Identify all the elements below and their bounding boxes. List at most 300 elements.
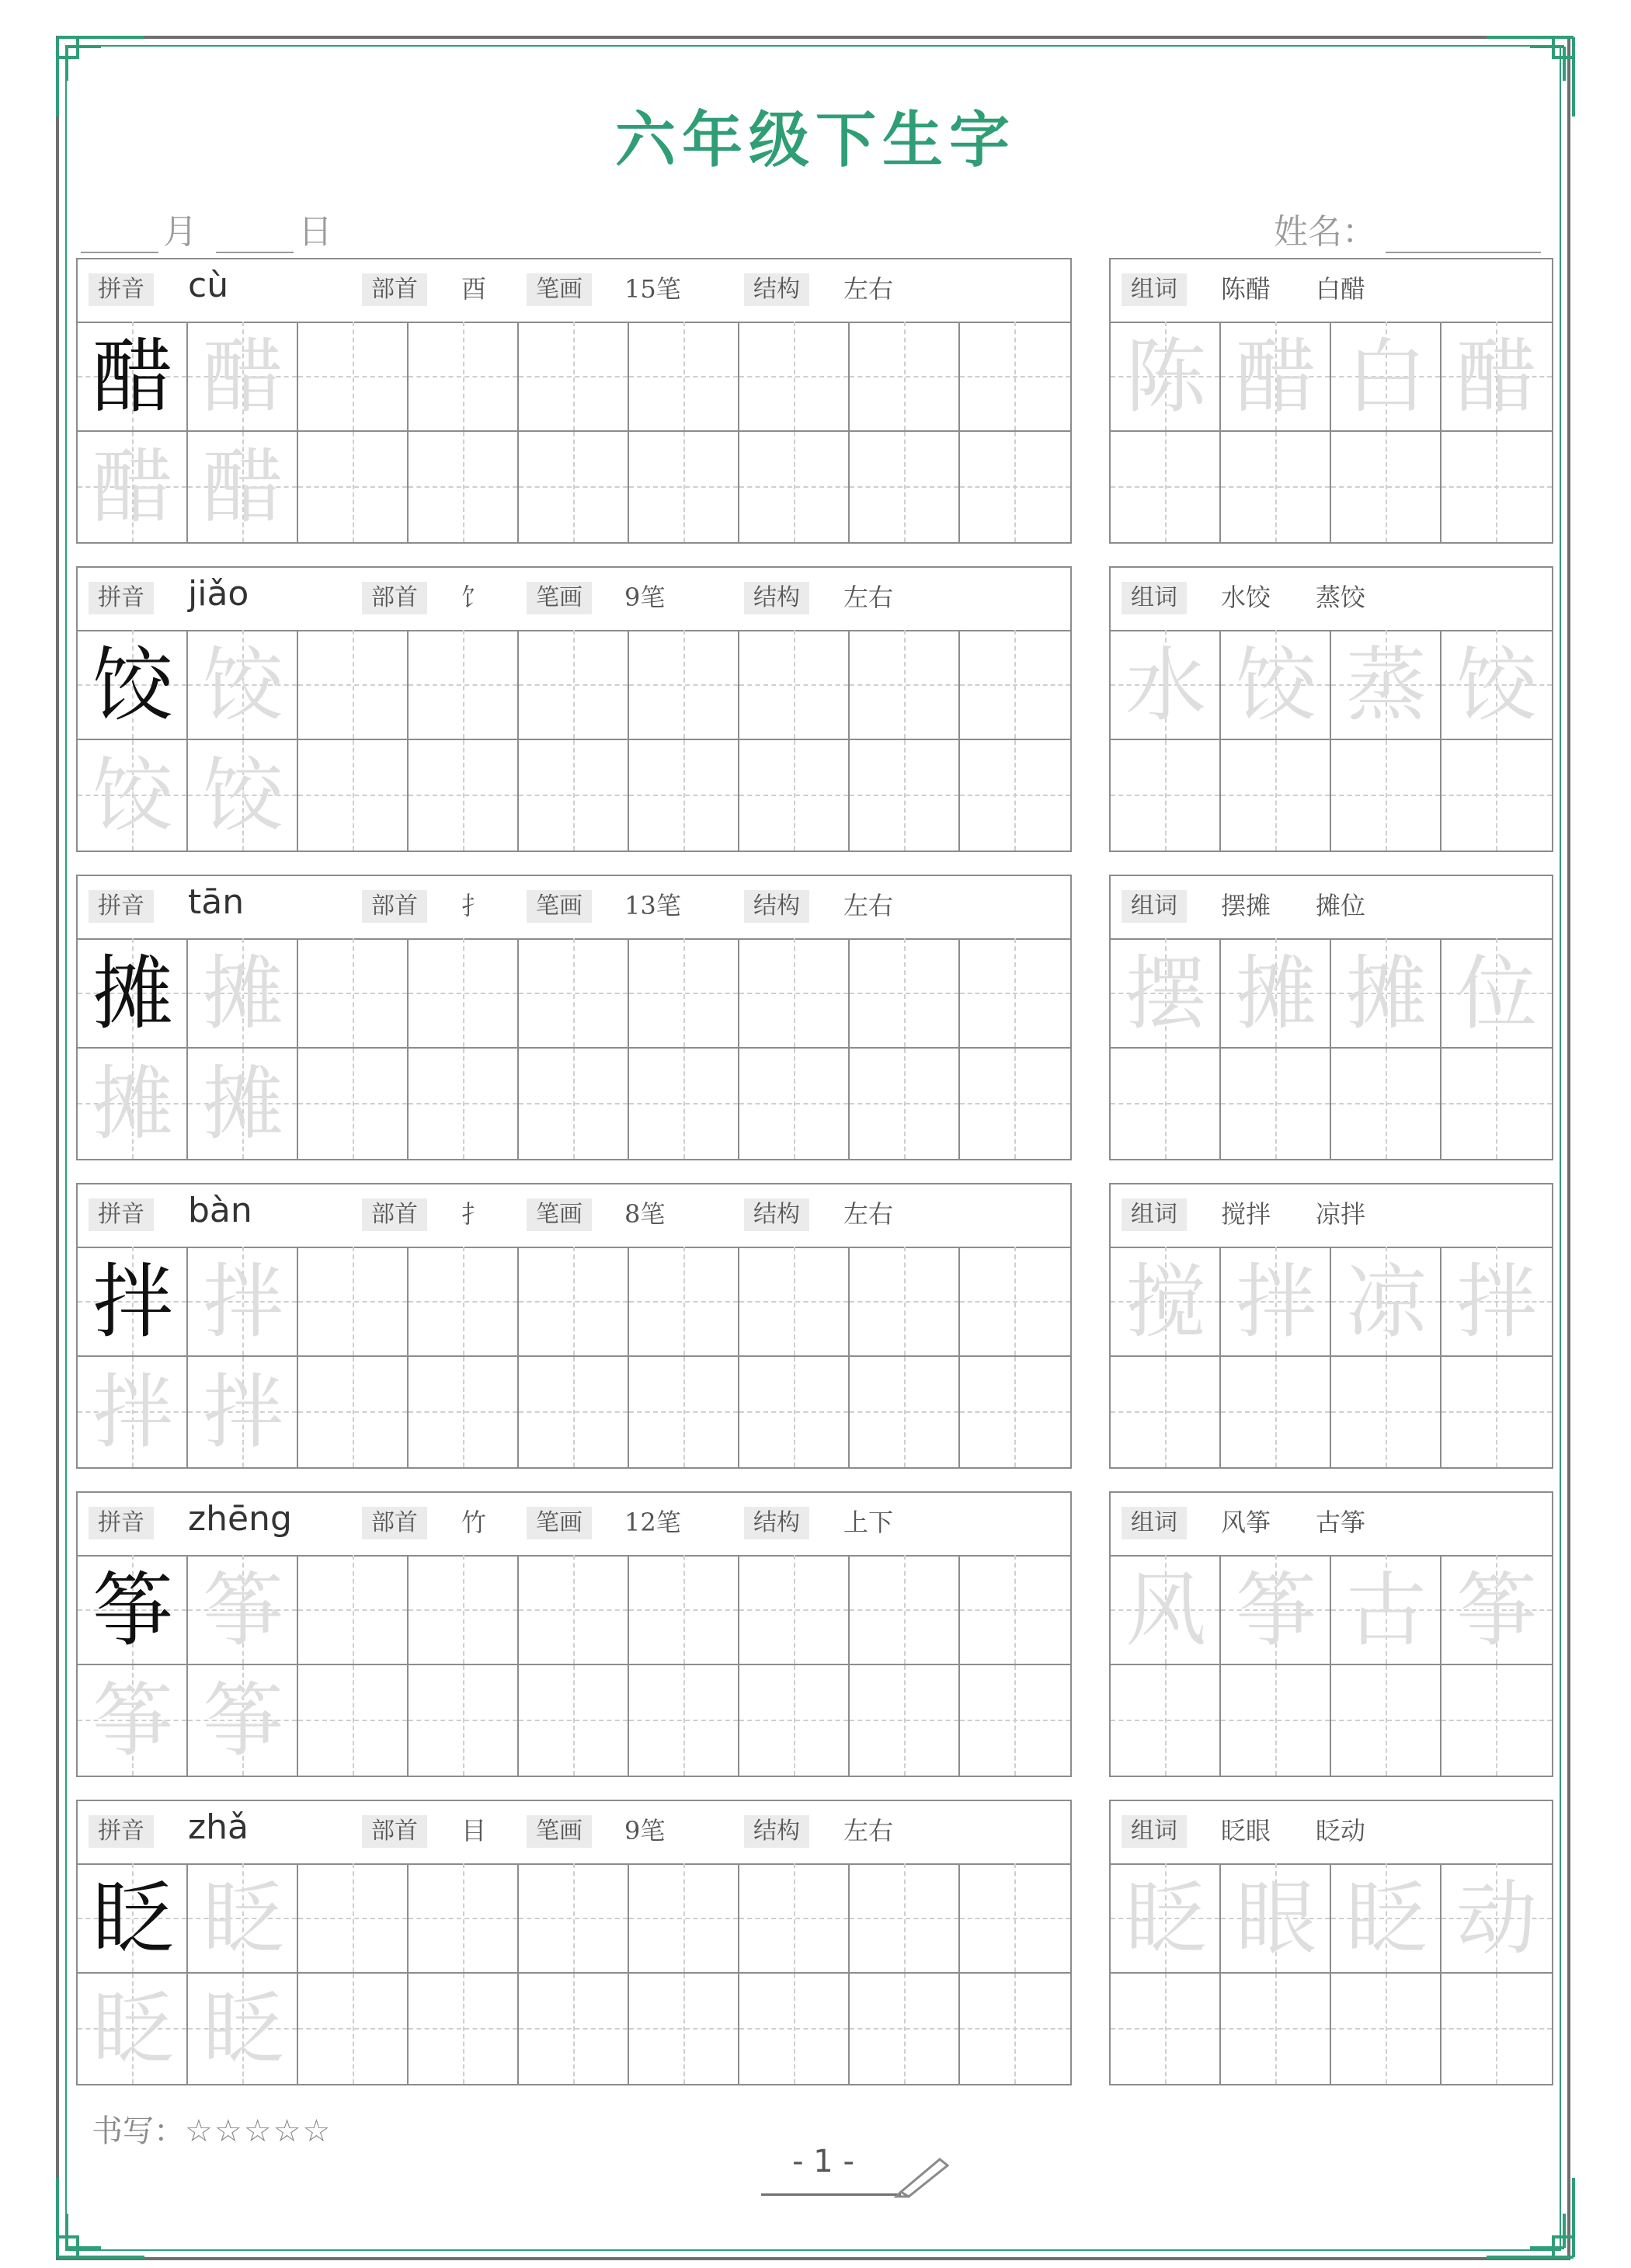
structure-value: 左右	[843, 583, 894, 612]
practice-panel	[76, 875, 1072, 1160]
word-cell[interactable]	[1111, 432, 1221, 542]
word-cell[interactable]	[1111, 1555, 1221, 1665]
writing-cell[interactable]	[519, 740, 629, 850]
writing-cell[interactable]	[850, 630, 960, 740]
writing-cell[interactable]	[188, 938, 298, 1049]
writing-cell[interactable]	[78, 740, 188, 850]
trace-character: 饺	[1455, 638, 1537, 732]
radical-label: 部首	[362, 890, 427, 923]
word-cell[interactable]	[1221, 432, 1331, 542]
page-number: - 1 -	[792, 2144, 854, 2179]
pinyin-label: 拼音	[89, 890, 154, 923]
writing-cell[interactable]	[629, 322, 739, 432]
word-1: 眨眼	[1221, 1816, 1271, 1845]
writing-cell[interactable]	[188, 1357, 298, 1467]
words-panel	[1109, 1491, 1553, 1777]
pinyin-label: 拼音	[89, 1815, 154, 1848]
trace-character: 眨	[1345, 1871, 1427, 1966]
writing-cell[interactable]	[298, 740, 409, 850]
word-cell[interactable]	[1441, 432, 1552, 542]
writing-cell[interactable]	[960, 1555, 1070, 1665]
word-cell[interactable]	[1441, 1049, 1552, 1159]
word-cell[interactable]	[1441, 740, 1552, 850]
writing-cell[interactable]	[409, 1665, 519, 1776]
words-header	[1111, 1184, 1552, 1248]
word-cell[interactable]	[1111, 322, 1221, 432]
trace-character: 筝	[202, 1563, 283, 1658]
trace-character: 筝	[1235, 1563, 1316, 1658]
writing-cell[interactable]	[78, 938, 188, 1049]
radical-label: 部首	[362, 273, 427, 306]
writing-cell[interactable]	[960, 938, 1070, 1049]
word-cell[interactable]	[1111, 630, 1221, 740]
name-field[interactable]	[1274, 203, 1541, 253]
writing-cell[interactable]	[519, 322, 629, 432]
writing-cell[interactable]	[409, 1049, 519, 1159]
strokes-value: 15笔	[624, 274, 681, 304]
trace-character: 眼	[1235, 1871, 1316, 1966]
structure-value: 上下	[843, 1508, 894, 1537]
pinyin-label: 拼音	[89, 1507, 154, 1539]
radical-value: 饣	[461, 583, 487, 612]
word-cell[interactable]	[1111, 1974, 1221, 2084]
writing-cell[interactable]	[739, 1049, 850, 1159]
writing-cell[interactable]	[78, 630, 188, 740]
writing-cell[interactable]	[960, 1665, 1070, 1776]
word-cell[interactable]	[1221, 1863, 1331, 1974]
pinyin-value: tān	[188, 882, 245, 922]
writing-cell[interactable]	[739, 1863, 850, 1974]
words-header	[1111, 1493, 1552, 1557]
radical-value: 酉	[461, 274, 487, 304]
practice-header	[78, 876, 1070, 940]
month-blank[interactable]	[81, 221, 158, 253]
writing-cell[interactable]	[850, 322, 960, 432]
word-cell[interactable]	[1331, 432, 1441, 542]
writing-cell[interactable]	[409, 938, 519, 1049]
pinyin-label: 拼音	[89, 1198, 154, 1231]
writing-cell[interactable]	[298, 1665, 409, 1776]
strokes-label: 笔画	[527, 1815, 592, 1848]
word-cell[interactable]	[1331, 740, 1441, 850]
trace-character: 蒸	[1345, 638, 1427, 732]
writing-cell[interactable]	[409, 1863, 519, 1974]
writing-cell[interactable]	[298, 322, 409, 432]
words-panel	[1109, 1800, 1553, 2085]
writing-cell[interactable]	[739, 630, 850, 740]
writing-cell[interactable]	[409, 322, 519, 432]
trace-character: 拌	[1235, 1254, 1316, 1349]
writing-cell[interactable]	[629, 630, 739, 740]
trace-character: 摊	[1345, 946, 1427, 1041]
writing-cell[interactable]	[409, 1555, 519, 1665]
writing-cell[interactable]	[78, 432, 188, 542]
structure-value: 左右	[843, 1816, 894, 1845]
trace-character: 醋	[202, 440, 283, 534]
model-character: 筝	[92, 1563, 173, 1658]
trace-character: 陈	[1125, 329, 1206, 424]
writing-cell[interactable]	[409, 1357, 519, 1467]
day-blank[interactable]	[216, 221, 294, 253]
trace-character: 拌	[1455, 1254, 1537, 1349]
pinyin-value: zhǎ	[188, 1807, 249, 1847]
writing-cell[interactable]	[409, 1247, 519, 1357]
writing-cell[interactable]	[850, 432, 960, 542]
trace-character: 眨	[92, 1981, 173, 2076]
writing-cell[interactable]	[298, 432, 409, 542]
trace-character: 摆	[1125, 946, 1206, 1041]
trace-character: 眨	[1125, 1871, 1206, 1966]
strokes-value: 12笔	[624, 1508, 681, 1537]
writing-cell[interactable]	[298, 1555, 409, 1665]
word-cell[interactable]	[1111, 1049, 1221, 1159]
writing-cell[interactable]	[960, 1974, 1070, 2084]
structure-label: 结构	[744, 1815, 809, 1848]
word-2: 白醋	[1316, 274, 1366, 304]
word-cell[interactable]	[1331, 1974, 1441, 2084]
radical-value: 目	[461, 1816, 487, 1845]
practice-header	[78, 259, 1070, 323]
pinyin-value: jiǎo	[188, 574, 249, 614]
trace-character: 筝	[202, 1673, 283, 1768]
word-cell[interactable]	[1441, 1247, 1552, 1357]
writing-cell[interactable]	[409, 432, 519, 542]
writing-cell[interactable]	[739, 1665, 850, 1776]
word-2: 摊位	[1316, 891, 1366, 920]
word-cell[interactable]	[1331, 1863, 1441, 1974]
month-unit: 月	[163, 212, 197, 252]
writing-cell[interactable]	[629, 432, 739, 542]
writing-cell[interactable]	[78, 322, 188, 432]
word-cell[interactable]	[1111, 740, 1221, 850]
writing-cell[interactable]	[850, 740, 960, 850]
trace-character: 醋	[1455, 329, 1537, 424]
writing-cell[interactable]	[739, 322, 850, 432]
practice-panel	[76, 566, 1072, 852]
practice-header	[78, 1493, 1070, 1557]
trace-character: 醋	[92, 440, 173, 534]
writing-cell[interactable]	[78, 1555, 188, 1665]
writing-cell[interactable]	[298, 630, 409, 740]
word-cell[interactable]	[1331, 938, 1441, 1049]
strokes-label: 笔画	[527, 582, 592, 614]
word-cell[interactable]	[1221, 1049, 1331, 1159]
writing-cell[interactable]	[519, 1357, 629, 1467]
writing-cell[interactable]	[78, 1357, 188, 1467]
writing-cell[interactable]	[78, 1863, 188, 1974]
date-field[interactable]	[81, 203, 340, 253]
trace-character: 摊	[92, 1056, 173, 1151]
word-cell[interactable]	[1441, 1555, 1552, 1665]
strokes-label: 笔画	[527, 890, 592, 923]
writing-cell[interactable]	[850, 1665, 960, 1776]
writing-cell[interactable]	[188, 630, 298, 740]
writing-cell[interactable]	[188, 1555, 298, 1665]
page-number-underline	[761, 2193, 901, 2196]
writing-cell[interactable]	[960, 1357, 1070, 1467]
word-cell[interactable]	[1111, 1665, 1221, 1776]
word-cell[interactable]	[1331, 1357, 1441, 1467]
word-cell[interactable]	[1221, 1357, 1331, 1467]
writing-cell[interactable]	[519, 1665, 629, 1776]
trace-character: 醋	[1235, 329, 1316, 424]
structure-label: 结构	[744, 582, 809, 614]
pen-icon	[893, 2151, 955, 2198]
writing-cell[interactable]	[78, 1049, 188, 1159]
writing-cell[interactable]	[298, 938, 409, 1049]
radical-label: 部首	[362, 582, 427, 614]
word-cell[interactable]	[1441, 322, 1552, 432]
word-cell[interactable]	[1441, 1974, 1552, 2084]
practice-header	[78, 1801, 1070, 1865]
writing-cell[interactable]	[850, 1863, 960, 1974]
word-cell[interactable]	[1221, 740, 1331, 850]
writing-cell[interactable]	[629, 1247, 739, 1357]
word-cell[interactable]	[1331, 630, 1441, 740]
writing-cell[interactable]	[629, 1357, 739, 1467]
trace-character: 古	[1345, 1563, 1427, 1658]
writing-cell[interactable]	[188, 1974, 298, 2084]
writing-cell[interactable]	[188, 1049, 298, 1159]
word-1: 风筝	[1221, 1508, 1271, 1537]
practice-panel	[76, 1800, 1072, 2085]
words-label: 组词	[1122, 273, 1187, 306]
word-cell[interactable]	[1331, 1555, 1441, 1665]
writing-cell[interactable]	[850, 1357, 960, 1467]
word-1: 陈醋	[1221, 274, 1271, 304]
trace-character: 饺	[202, 638, 283, 732]
day-unit: 日	[298, 212, 332, 252]
practice-panel	[76, 1183, 1072, 1469]
trace-character: 拌	[202, 1254, 283, 1349]
strokes-value: 9笔	[624, 1816, 666, 1845]
pinyin-label: 拼音	[89, 582, 154, 614]
writing-cell[interactable]	[739, 1247, 850, 1357]
writing-cell[interactable]	[519, 1863, 629, 1974]
writing-cell[interactable]	[629, 1555, 739, 1665]
writing-cell[interactable]	[850, 1247, 960, 1357]
words-label: 组词	[1122, 1815, 1187, 1848]
writing-cell[interactable]	[519, 1049, 629, 1159]
pinyin-value: zhēng	[188, 1499, 292, 1539]
model-character: 醋	[92, 329, 173, 424]
trace-character: 白	[1345, 329, 1427, 424]
strokes-value: 9笔	[624, 583, 666, 612]
writing-cell[interactable]	[960, 1049, 1070, 1159]
strokes-label: 笔画	[527, 1198, 592, 1231]
word-cell[interactable]	[1221, 1247, 1331, 1357]
word-cell[interactable]	[1441, 1863, 1552, 1974]
radical-value: 扌	[461, 1199, 487, 1229]
radical-label: 部首	[362, 1815, 427, 1848]
pinyin-value: bàn	[188, 1191, 252, 1230]
words-header	[1111, 876, 1552, 940]
writing-cell[interactable]	[519, 1555, 629, 1665]
writing-cell[interactable]	[739, 432, 850, 542]
writing-cell[interactable]	[519, 630, 629, 740]
word-cell[interactable]	[1441, 1665, 1552, 1776]
trace-character: 拌	[92, 1365, 173, 1459]
trace-character: 风	[1125, 1563, 1206, 1658]
words-label: 组词	[1122, 582, 1187, 614]
word-cell[interactable]	[1111, 1863, 1221, 1974]
writing-cell[interactable]	[960, 432, 1070, 542]
writing-cell[interactable]	[298, 1974, 409, 2084]
word-2: 古筝	[1316, 1508, 1366, 1537]
words-panel	[1109, 258, 1553, 544]
writing-cell[interactable]	[188, 1247, 298, 1357]
structure-label: 结构	[744, 1507, 809, 1539]
writing-cell[interactable]	[629, 1863, 739, 1974]
writing-cell[interactable]	[629, 938, 739, 1049]
trace-character: 搅	[1125, 1254, 1206, 1349]
structure-value: 左右	[843, 1199, 894, 1229]
words-label: 组词	[1122, 1198, 1187, 1231]
writing-cell[interactable]	[629, 1974, 739, 2084]
word-cell[interactable]	[1331, 1049, 1441, 1159]
words-header	[1111, 259, 1552, 323]
writing-cell[interactable]	[519, 432, 629, 542]
word-cell[interactable]	[1221, 1665, 1331, 1776]
writing-cell[interactable]	[519, 1974, 629, 2084]
writing-cell[interactable]	[739, 1974, 850, 2084]
model-character: 眨	[92, 1871, 173, 1966]
writing-cell[interactable]	[960, 1863, 1070, 1974]
strokes-value: 13笔	[624, 891, 681, 920]
radical-value: 扌	[461, 891, 487, 920]
writing-cell[interactable]	[850, 1555, 960, 1665]
writing-cell[interactable]	[409, 740, 519, 850]
trace-character: 摊	[1235, 946, 1316, 1041]
model-character: 饺	[92, 638, 173, 732]
pinyin-value: cù	[188, 266, 229, 305]
writing-cell[interactable]	[960, 322, 1070, 432]
word-2: 蒸饺	[1316, 583, 1366, 612]
practice-header	[78, 568, 1070, 631]
writing-cell[interactable]	[629, 740, 739, 850]
trace-character: 醋	[202, 329, 283, 424]
writing-cell[interactable]	[739, 1357, 850, 1467]
strokes-label: 笔画	[527, 1507, 592, 1539]
trace-character: 眨	[202, 1871, 283, 1966]
writing-cell[interactable]	[188, 1665, 298, 1776]
word-cell[interactable]	[1441, 1357, 1552, 1467]
trace-character: 拌	[202, 1365, 283, 1459]
writing-cell[interactable]	[629, 1049, 739, 1159]
word-2: 凉拌	[1316, 1199, 1366, 1229]
writing-cell[interactable]	[78, 1665, 188, 1776]
word-cell[interactable]	[1221, 322, 1331, 432]
word-cell[interactable]	[1221, 938, 1331, 1049]
writing-cell[interactable]	[188, 740, 298, 850]
trace-character: 凉	[1345, 1254, 1427, 1349]
word-cell[interactable]	[1441, 630, 1552, 740]
trace-character: 位	[1455, 946, 1537, 1041]
writing-cell[interactable]	[298, 1863, 409, 1974]
writing-cell[interactable]	[78, 1974, 188, 2084]
structure-value: 左右	[843, 274, 894, 304]
writing-cell[interactable]	[298, 1357, 409, 1467]
page-title: 六年级下生字	[614, 105, 1016, 176]
strokes-label: 笔画	[527, 273, 592, 306]
word-cell[interactable]	[1111, 938, 1221, 1049]
practice-panel	[76, 258, 1072, 544]
trace-character: 水	[1125, 638, 1206, 732]
trace-character: 饺	[92, 748, 173, 843]
words-panel	[1109, 1183, 1553, 1469]
word-cell[interactable]	[1221, 630, 1331, 740]
structure-label: 结构	[744, 890, 809, 923]
writing-cell[interactable]	[960, 1247, 1070, 1357]
name-label: 姓名：	[1274, 212, 1376, 252]
writing-cell[interactable]	[739, 938, 850, 1049]
star-rating[interactable]: ☆☆☆☆☆	[185, 2113, 332, 2149]
words-header	[1111, 1801, 1552, 1865]
writing-cell[interactable]	[850, 1049, 960, 1159]
words-label: 组词	[1122, 1507, 1187, 1539]
trace-character: 眨	[202, 1981, 283, 2076]
radical-label: 部首	[362, 1198, 427, 1231]
writing-cell[interactable]	[960, 740, 1070, 850]
strokes-value: 8笔	[624, 1199, 666, 1229]
trace-character: 筝	[1455, 1563, 1537, 1658]
word-cell[interactable]	[1331, 1665, 1441, 1776]
structure-label: 结构	[744, 273, 809, 306]
structure-label: 结构	[744, 1198, 809, 1231]
writing-cell[interactable]	[519, 938, 629, 1049]
writing-cell[interactable]	[519, 1247, 629, 1357]
writing-cell[interactable]	[850, 938, 960, 1049]
word-cell[interactable]	[1331, 1247, 1441, 1357]
trace-character: 动	[1455, 1871, 1537, 1966]
words-panel	[1109, 875, 1553, 1160]
trace-character: 饺	[1235, 638, 1316, 732]
trace-character: 筝	[92, 1673, 173, 1768]
writing-cell[interactable]	[188, 322, 298, 432]
writing-cell[interactable]	[629, 1665, 739, 1776]
writing-cell[interactable]	[739, 1555, 850, 1665]
word-cell[interactable]	[1331, 322, 1441, 432]
writing-cell[interactable]	[739, 740, 850, 850]
writing-cell[interactable]	[78, 1247, 188, 1357]
word-2: 眨动	[1316, 1816, 1366, 1845]
word-cell[interactable]	[1221, 1555, 1331, 1665]
practice-header	[78, 1184, 1070, 1248]
writing-cell[interactable]	[409, 1974, 519, 2084]
writing-label: 书写：	[92, 2113, 185, 2149]
writing-cell[interactable]	[188, 432, 298, 542]
word-cell[interactable]	[1111, 1357, 1221, 1467]
writing-cell[interactable]	[188, 1863, 298, 1974]
writing-cell[interactable]	[409, 630, 519, 740]
name-blank[interactable]	[1386, 221, 1541, 253]
trace-character: 饺	[202, 748, 283, 843]
word-cell[interactable]	[1221, 1974, 1331, 2084]
writing-cell[interactable]	[850, 1974, 960, 2084]
word-cell[interactable]	[1441, 938, 1552, 1049]
writing-cell[interactable]	[960, 630, 1070, 740]
writing-cell[interactable]	[298, 1247, 409, 1357]
words-label: 组词	[1122, 890, 1187, 923]
word-1: 搅拌	[1221, 1199, 1271, 1229]
structure-value: 左右	[843, 891, 894, 920]
word-cell[interactable]	[1111, 1247, 1221, 1357]
trace-character: 摊	[202, 1056, 283, 1151]
writing-cell[interactable]	[298, 1049, 409, 1159]
trace-character: 摊	[202, 946, 283, 1041]
model-character: 摊	[92, 946, 173, 1041]
corner-ornament-icon	[1483, 2175, 1577, 2260]
